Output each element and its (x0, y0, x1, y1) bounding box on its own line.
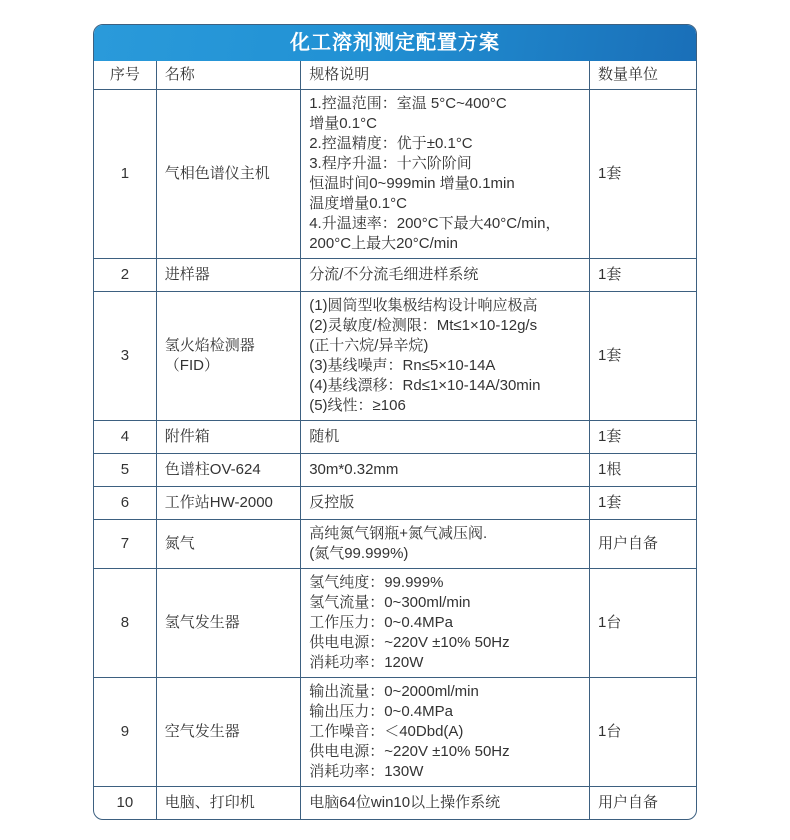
column-header-name: 名称 (156, 61, 300, 89)
table-row (94, 420, 696, 453)
spec-line: 高纯氮气钢瓶+氮气减压阀. (309, 525, 488, 542)
spec-line: 消耗功率：120W (309, 654, 424, 671)
row-qty-cell: 1根 (589, 454, 696, 486)
spec-line: 输出流量：0~2000ml/min (309, 683, 479, 700)
table-header-row (94, 61, 696, 89)
row-name-cell: 电脑、打印机 (156, 787, 300, 819)
spec-line: 3.程序升温：十六阶阶间 (309, 155, 472, 172)
row-spec-cell (300, 487, 589, 519)
row-spec-cell (300, 454, 589, 486)
column-header-qty: 数量单位 (589, 61, 696, 89)
row-name-cell: 进样器 (156, 259, 300, 291)
table-row (94, 568, 696, 677)
spec-line: (5)线性：≥106 (309, 397, 406, 414)
row-qty-cell: 1套 (589, 90, 696, 258)
spec-line: 氢气流量：0~300ml/min (309, 594, 471, 611)
row-no-cell: 2 (120, 266, 130, 283)
spec-line: 电脑64位win10以上操作系统 (309, 794, 501, 811)
column-header-spec: 规格说明 (300, 61, 589, 89)
spec-line: 2.控温精度：优于±0.1°C (309, 135, 473, 152)
spec-line: 供电电源：~220V ±10% 50Hz (309, 634, 510, 651)
table-row (94, 258, 696, 291)
row-qty-cell: 1台 (589, 678, 696, 786)
row-spec-cell (300, 421, 589, 453)
row-no-cell: 10 (116, 794, 134, 811)
table-row (94, 786, 696, 819)
spec-line: 供电电源：~220V ±10% 50Hz (309, 743, 510, 760)
row-no-cell: 5 (120, 461, 130, 478)
spec-line: (氮气99.999%) (309, 545, 409, 562)
table-row (94, 89, 696, 258)
spec-line: (1)圆筒型收集极结构设计响应极高 (309, 297, 538, 314)
row-no-cell: 3 (120, 347, 130, 364)
row-spec-cell (300, 90, 589, 258)
row-name-cell: 空气发生器 (156, 678, 300, 786)
spec-line: 工作压力：0~0.4MPa (309, 614, 454, 631)
spec-line: (3)基线噪声：Rn≤5×10-14A (309, 357, 496, 374)
row-qty-cell: 1套 (589, 421, 696, 453)
row-qty-cell: 1台 (589, 569, 696, 677)
spec-line: 分流/不分流毛细进样系统 (309, 266, 479, 283)
spec-line: 1.控温范围：室温 5°C~400°C (309, 95, 507, 112)
table-body (94, 89, 696, 819)
table-row (94, 677, 696, 786)
row-qty-cell: 1套 (589, 292, 696, 420)
spec-line: (2)灵敏度/检测限：Mt≤1×10-12g/s (309, 317, 538, 334)
row-name-cell: 附件箱 (156, 421, 300, 453)
spec-line: 工作噪音：＜40Dbd(A) (309, 723, 464, 740)
row-name-cell: 气相色谱仪主机 (156, 90, 300, 258)
spec-line: 4.升温速率：200°C下最大40°C/min， (309, 215, 561, 232)
spec-line: (正十六烷/异辛烷) (309, 337, 429, 354)
row-qty-cell: 1套 (589, 259, 696, 291)
spec-line: 恒温时间0~999min 增量0.1min (309, 175, 515, 192)
row-qty-cell: 用户自备 (589, 520, 696, 568)
row-name-cell: 色谱柱OV-624 (156, 454, 300, 486)
row-qty-cell: 1套 (589, 487, 696, 519)
config-table (94, 61, 696, 819)
row-no-cell: 9 (120, 723, 130, 740)
row-no-cell: 1 (120, 165, 130, 182)
row-spec-cell (300, 259, 589, 291)
table-row (94, 291, 696, 420)
row-name-cell: 氮气 (156, 520, 300, 568)
row-qty-cell: 用户自备 (589, 787, 696, 819)
spec-line: 200°C上最大20°C/min (309, 235, 458, 252)
row-name-cell: 氢气发生器 (156, 569, 300, 677)
row-no-cell: 8 (120, 614, 130, 631)
row-no-cell: 7 (120, 535, 130, 552)
config-table-card (93, 24, 697, 820)
row-spec-cell (300, 520, 589, 568)
row-spec-cell (300, 678, 589, 786)
spec-line: 输出压力：0~0.4MPa (309, 703, 454, 720)
spec-line: 消耗功率：130W (309, 763, 424, 780)
table-title: 化工溶剂测定配置方案 (94, 25, 696, 61)
spec-line: 30m*0.32mm (309, 461, 399, 478)
row-no-cell: 4 (120, 428, 130, 445)
row-spec-cell (300, 787, 589, 819)
spec-line: 氢气纯度：99.999% (309, 574, 444, 591)
table-row (94, 519, 696, 568)
spec-line: 随机 (309, 428, 340, 445)
column-header-no: 序号 (109, 66, 140, 83)
row-spec-cell (300, 292, 589, 420)
row-name-cell: 氢火焰检测器（FID） (156, 292, 300, 420)
row-no-cell: 6 (120, 494, 130, 511)
spec-line: 温度增量0.1°C (309, 195, 407, 212)
table-row (94, 486, 696, 519)
row-name-cell: 工作站HW-2000 (156, 487, 300, 519)
spec-line: 反控版 (309, 494, 355, 511)
spec-line: (4)基线漂移：Rd≤1×10-14A/30min (309, 377, 541, 394)
table-row (94, 453, 696, 486)
row-spec-cell (300, 569, 589, 677)
spec-line: 增量0.1°C (309, 115, 377, 132)
